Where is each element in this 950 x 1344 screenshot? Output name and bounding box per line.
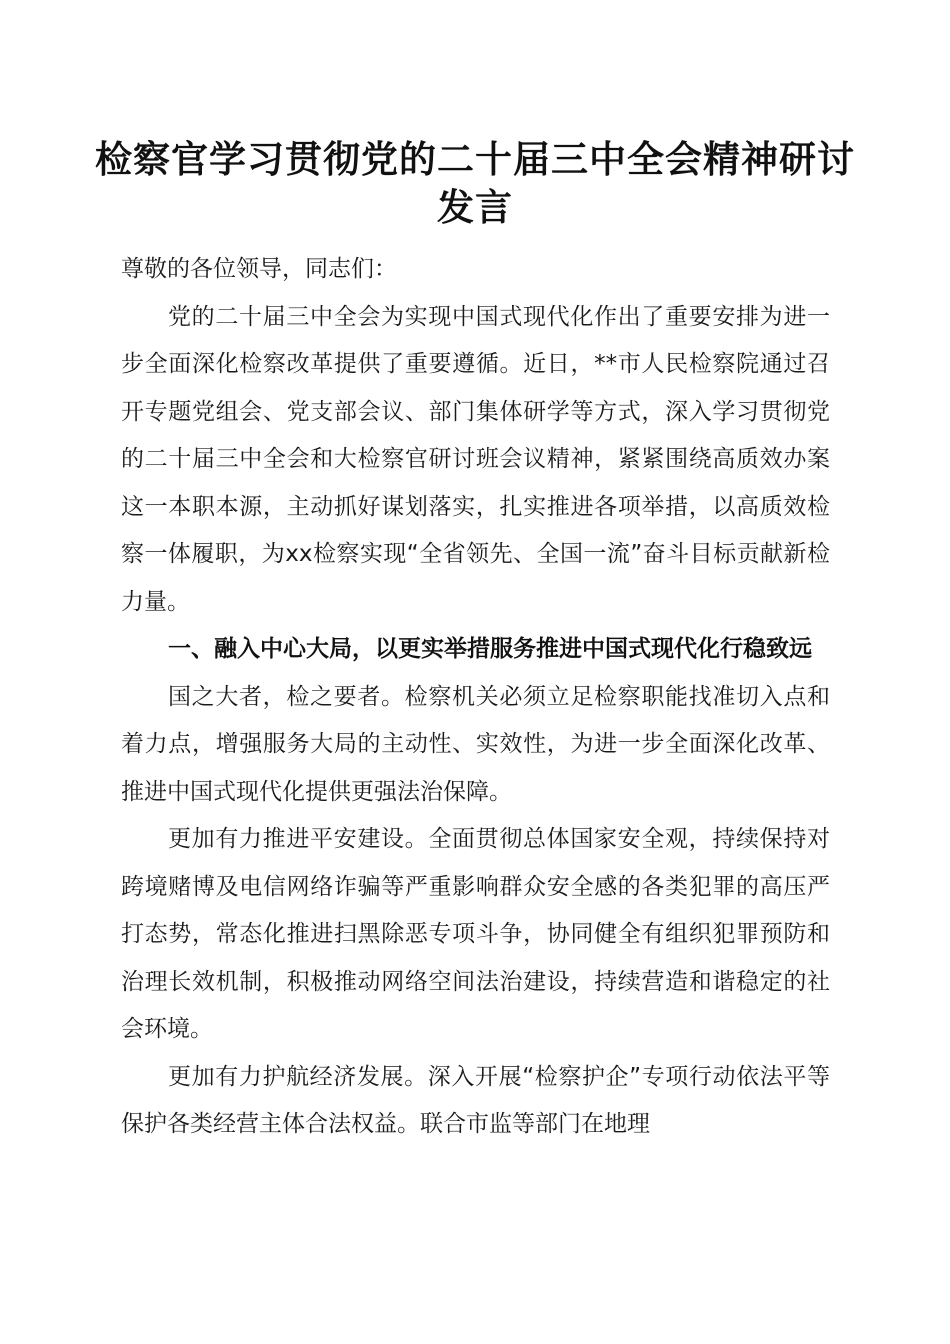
section1-paragraph-3: 更加有力护航经济发展。深入开展“检察护企”专项行动依法平等保护各类经营主体合法权益。联合市监等部门在地理 <box>121 1063 830 1137</box>
section1-paragraph-1: 国之大者，检之要者。检察机关必须立足检察职能找准切入点和着力点，增强服务大局的主动性、实效性，为进一步全面深化改革、推进中国式现代化提供更强法治保障。 <box>121 683 830 805</box>
section-heading-1: 一、融入中心大局，以更实举措服务推进中国式现代化行稳致远 <box>168 636 812 662</box>
intro-paragraph: 党的二十届三中全会为实现中国式现代化作出了重要安排为进一步全面深化检察改革提供了重要遵循。近日，**市人民检察院通过召开专题党组会、党支部会议、部门集体研学等方式，深入学习贯彻党的二十届三中全会和大检察官研讨班会议精神，紧紧围绕高质效办案这一本职本源，主动抓好谋划落实，扎实推进各项举措，以高质效检察一体履职，为xx检察实现“全省领先、全国一流”奋斗目标贡献新检力量。 <box>121 303 830 615</box>
document-title-line-1: 检察官学习贯彻党的二十届三中全会精神研讨 <box>95 137 855 181</box>
section1-paragraph-2: 更加有力推进平安建设。全面贯彻总体国家安全观，持续保持对跨境赌博及电信网络诈骗等严重影响群众安全感的各类犯罪的高压严打态势，常态化推进扫黑除恶专项斗争，协同健全有组织犯罪预防和治理长效机制，积极推动网络空间法治建设，持续营造和谐稳定的社会环境。 <box>121 826 830 1042</box>
greeting: 尊敬的各位领导，同志们： <box>121 256 397 282</box>
document-title-line-2: 发言 <box>437 185 513 229</box>
document-body <box>121 246 830 1149</box>
